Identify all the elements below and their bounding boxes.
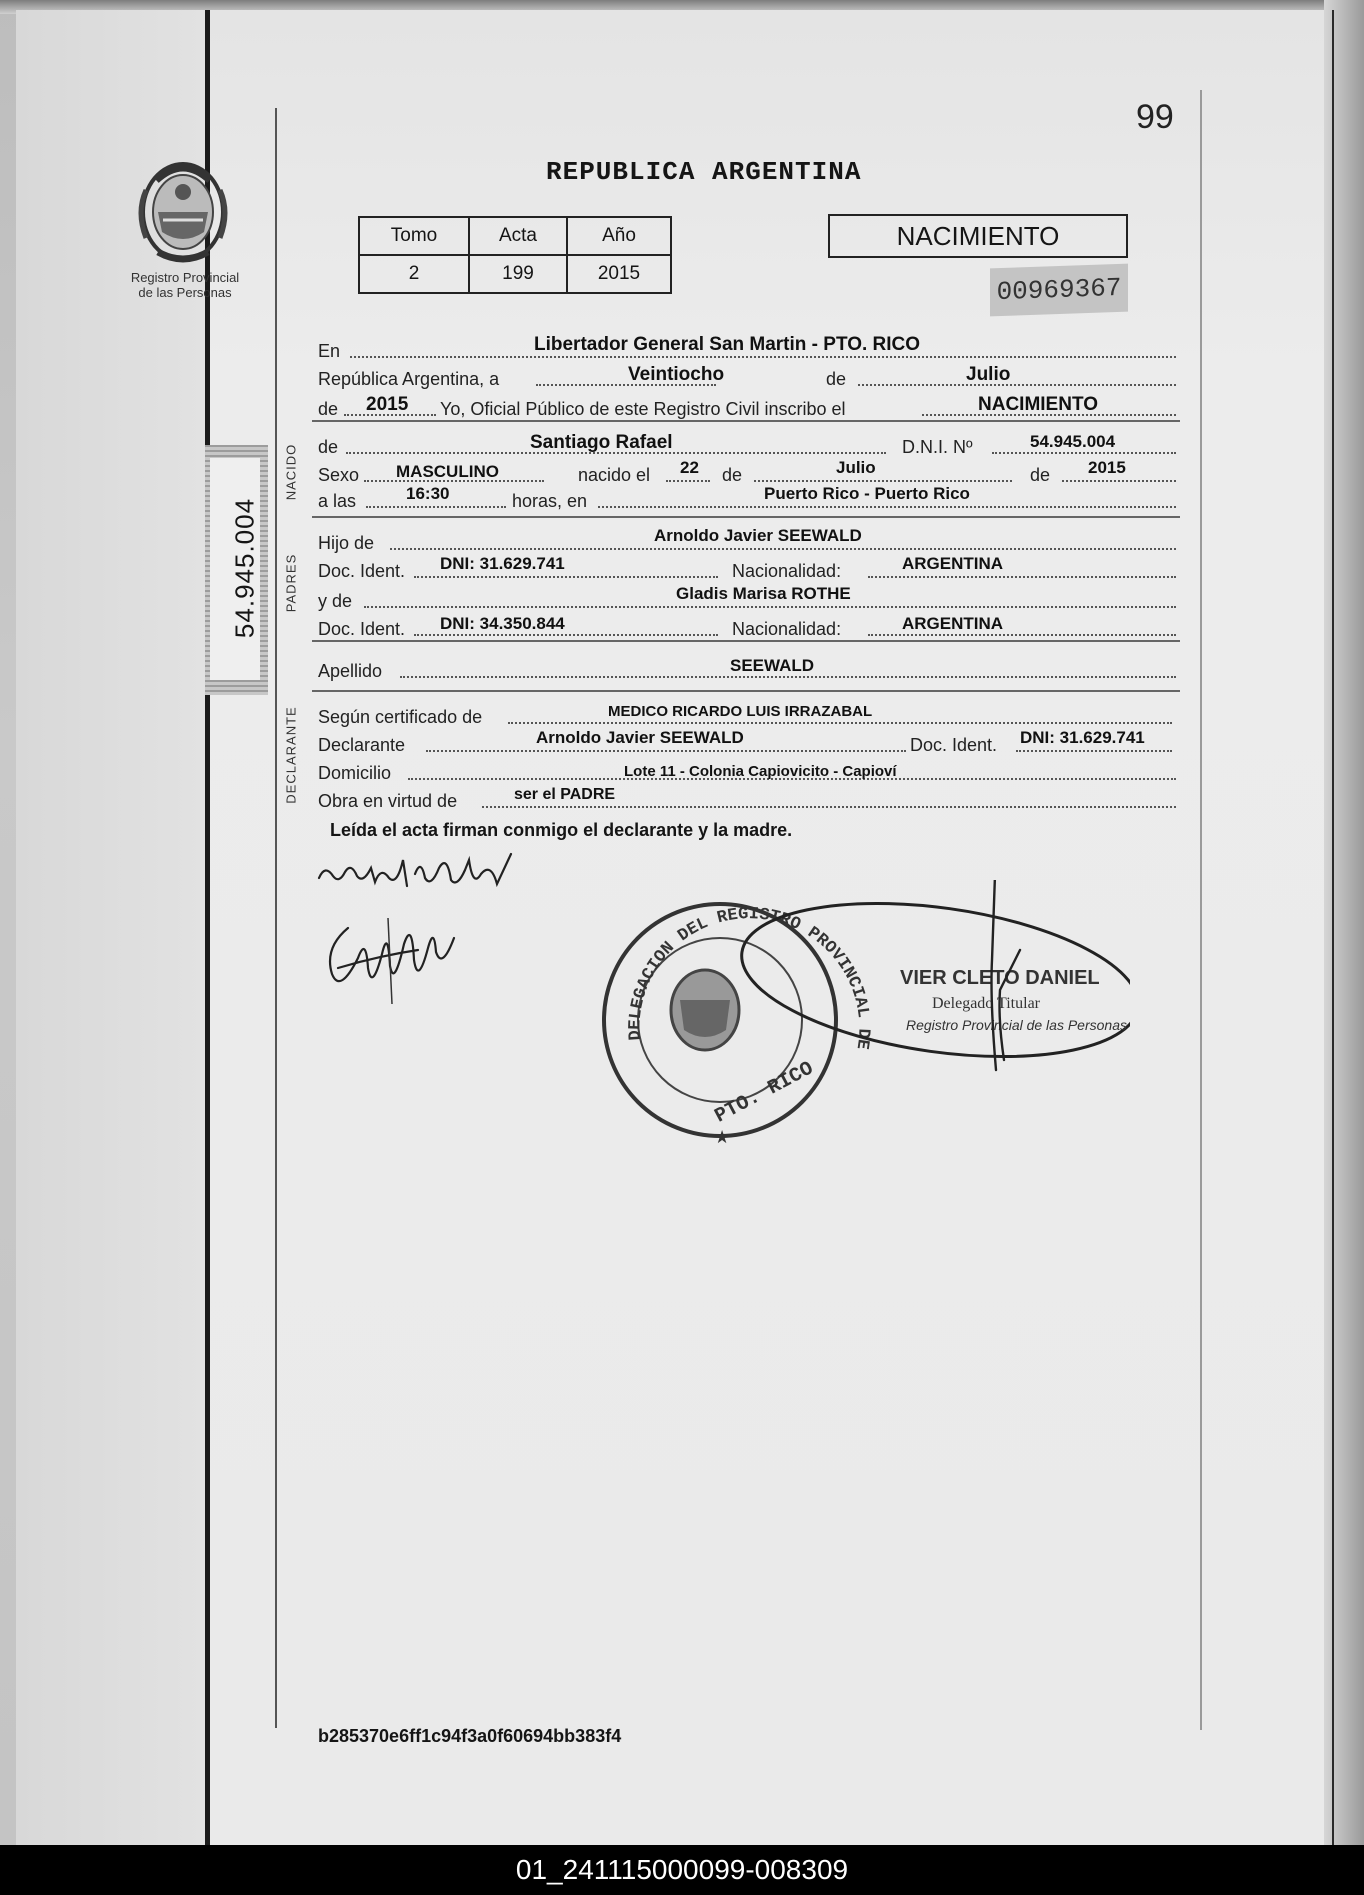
label-nacido: nacido el (578, 465, 651, 485)
form-right-border (1200, 90, 1202, 1730)
anio-value: 2015 (567, 255, 671, 293)
dotted-leader (754, 480, 1012, 482)
label-decl-doc: Doc. Ident. (910, 735, 998, 755)
dotted-leader (666, 480, 710, 482)
value-nac-mes: Julio (836, 458, 876, 477)
value-padre: Arnoldo Javier SEEWALD (654, 526, 862, 545)
svg-text:★: ★ (714, 1127, 731, 1147)
label-nacionalidad-madre: Nacionalidad: (732, 619, 842, 639)
dotted-leader (366, 506, 506, 508)
dni-tab-number: 54.945.004 (229, 497, 260, 639)
line-certificado (318, 700, 1176, 730)
label-nacionalidad: Nacionalidad: (732, 561, 842, 581)
line-nombre (318, 430, 1176, 460)
acta-value: 199 (469, 255, 567, 293)
value-nac-dia: 22 (680, 458, 699, 477)
act-type-box: NACIMIENTO (828, 214, 1128, 258)
separator-nacido (312, 516, 1180, 518)
dotted-leader (400, 676, 1176, 678)
label-nac-de: de (722, 465, 743, 485)
value-madre-doc: DNI: 34.350.844 (440, 614, 565, 633)
line-fecha-acta (318, 362, 1176, 392)
label-certificado: Según certificado de (318, 707, 483, 727)
value-sexo: MASCULINO (396, 462, 499, 481)
label-de2: de (318, 399, 339, 419)
label-de3: de (318, 437, 339, 457)
emblem-caption-line1: Registro Provincial (130, 270, 240, 285)
section-label-padres: PADRES (283, 553, 299, 613)
emblem-caption-line2: de las Personas (138, 285, 232, 300)
value-dia-letras: Veintiocho (628, 364, 725, 385)
dotted-leader (1062, 480, 1176, 482)
value-tipo: NACIMIENTO (978, 394, 1098, 415)
line-padre-doc (318, 554, 1176, 584)
label-hijo: Hijo de (318, 533, 375, 553)
value-en: Libertador General San Martin - PTO. RICO (534, 334, 921, 355)
value-dni: 54.945.004 (1030, 432, 1116, 451)
dotted-leader (858, 384, 1176, 386)
value-apellido: SEEWALD (730, 656, 815, 675)
line-anio-oficial (318, 392, 1176, 422)
provincial-emblem-icon (128, 150, 238, 270)
dotted-leader (508, 722, 1172, 724)
stamp-oval-title: Delegado Titular (932, 995, 1040, 1012)
label-nac-de2: de (1030, 465, 1051, 485)
line-apellido (318, 654, 1176, 684)
serial-number: 00969367 (990, 264, 1128, 317)
line-hora-lugar (318, 484, 1176, 514)
dotted-leader (1016, 750, 1172, 752)
label-declarante: Declarante (318, 735, 406, 755)
dotted-leader (364, 606, 1176, 608)
line-declarante (318, 728, 1176, 758)
dotted-leader (868, 576, 1176, 578)
emblem-caption (110, 270, 260, 300)
label-republica: República Argentina, a (318, 369, 500, 389)
value-lugar: Puerto Rico - Puerto Rico (764, 484, 970, 503)
section-label-nacido: NACIDO (283, 443, 299, 501)
label-domicilio: Domicilio (318, 763, 392, 783)
label-apellido: Apellido (318, 661, 383, 681)
dotted-leader (390, 548, 1176, 550)
dotted-leader (868, 634, 1176, 636)
line-en (318, 334, 1176, 364)
value-anio: 2015 (366, 394, 409, 415)
form-left-border (275, 108, 277, 1728)
value-declarante: Arnoldo Javier SEEWALD (536, 728, 744, 747)
dotted-leader (414, 634, 718, 636)
document-title: REPUBLICA ARGENTINA (546, 157, 862, 187)
tomo-value: 2 (359, 255, 469, 293)
label-doc: Doc. Ident. (318, 561, 406, 581)
right-edge-shadow (1324, 0, 1364, 1845)
label-en: En (318, 341, 341, 361)
signature-madre-icon (318, 908, 468, 1008)
label-sexo: Sexo (318, 465, 360, 485)
tomo-header: Tomo (359, 217, 469, 255)
label-yde: y de (318, 591, 353, 611)
document-hash: b285370e6ff1c94f3a0f60694bb383f4 (318, 1726, 622, 1746)
section-label-declarante: DECLARANTE (283, 706, 299, 804)
value-padre-nac: ARGENTINA (902, 554, 1004, 573)
value-nac-anio: 2015 (1088, 458, 1126, 477)
value-obra: ser el PADRE (514, 786, 616, 803)
signature-declarante-icon (315, 848, 515, 896)
value-declarante-doc: DNI: 31.629.741 (1020, 728, 1145, 747)
right-edge-line (1332, 10, 1334, 1845)
anio-header: Año (567, 217, 671, 255)
dotted-leader (350, 356, 1176, 358)
label-dni: D.N.I. Nº (902, 437, 973, 457)
registry-table (358, 216, 672, 294)
value-padre-doc: DNI: 31.629.741 (440, 554, 565, 573)
footer-file-id: 01_241115000099-008309 (515, 1854, 849, 1885)
value-domicilio: Lote 11 - Colonia Capiovicito - Capioví (624, 763, 897, 780)
dotted-leader (992, 452, 1176, 454)
dotted-leader (414, 576, 718, 578)
line-obra (318, 784, 1176, 814)
line-madre-doc (318, 612, 1176, 642)
line-padre (318, 526, 1176, 556)
value-certificado: MEDICO RICARDO LUIS IRRAZABAL (608, 703, 873, 720)
page-number: 99 (1136, 98, 1174, 136)
value-hora: 16:30 (406, 484, 450, 503)
closing-statement: Leída el acta firman conmigo el declarante y la madre. (330, 820, 793, 840)
line-madre (318, 584, 1176, 614)
label-alas: a las (318, 491, 357, 511)
line-domicilio (318, 756, 1176, 786)
label-horas: horas, en (512, 491, 588, 511)
official-stamp-icon (600, 880, 1130, 1150)
value-nombre: Santiago Rafael (530, 432, 673, 453)
label-obra: Obra en virtud de (318, 791, 458, 811)
label-doc-madre: Doc. Ident. (318, 619, 406, 639)
label-de: de (826, 369, 847, 389)
value-madre-nac: ARGENTINA (902, 614, 1004, 633)
acta-header: Acta (469, 217, 567, 255)
stamp-oval-name: VIER CLETO DANIEL (900, 967, 1100, 989)
dotted-leader (482, 806, 1176, 808)
value-mes: Julio (966, 364, 1011, 385)
separator-apellido (312, 690, 1180, 692)
stamp-oval-org: Registro Provincial de las Personas (906, 1017, 1127, 1033)
dotted-leader (426, 750, 906, 752)
dotted-leader (598, 506, 1176, 508)
label-oficial: Yo, Oficial Público de este Registro Civil inscribo el (440, 399, 846, 419)
value-madre: Gladis Marisa ROTHE (676, 584, 851, 603)
stamp-round-bottom: PTO. RICO (711, 1057, 818, 1129)
stamp-round-text: DELEGACION DEL REGISTRO PROVINCIAL DE (626, 905, 873, 1051)
